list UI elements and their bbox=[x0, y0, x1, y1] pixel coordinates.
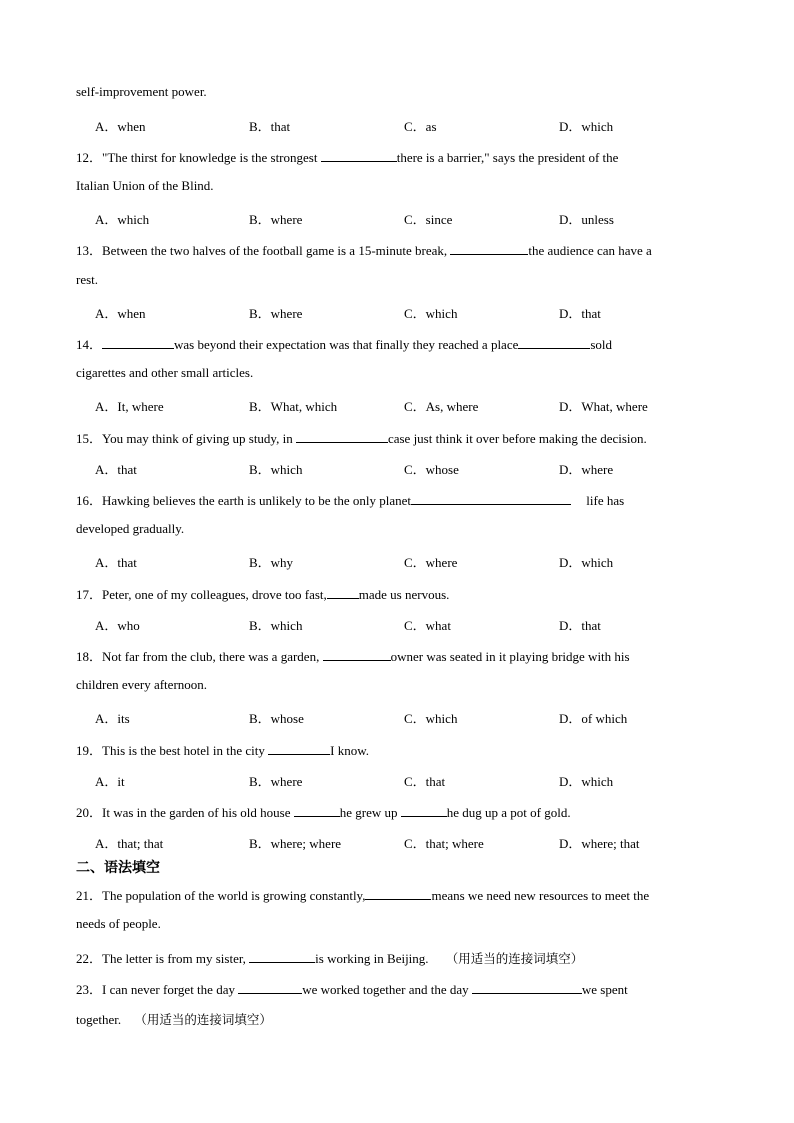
q11-continuation: self-improvement power. bbox=[76, 84, 207, 99]
q14-option-d[interactable]: D．What, where bbox=[559, 399, 648, 414]
q21-text-line2: needs of people. bbox=[76, 916, 161, 931]
q14-options bbox=[0, 396, 794, 414]
section-heading-grammar-fill: 二、语法填空 bbox=[76, 860, 160, 876]
q18-option-b[interactable]: B．whose bbox=[249, 711, 304, 726]
q18-options bbox=[0, 708, 794, 726]
q21-text-line1: 21．The population of the world is growing constantly, means we need new resources to meet the bbox=[76, 888, 650, 903]
q19-answer-blank[interactable] bbox=[268, 742, 330, 755]
q20-option-b[interactable]: B．where; where bbox=[249, 836, 342, 851]
q15-answer-blank[interactable] bbox=[296, 430, 388, 443]
q20-text-line1: 20．It was in the garden of his old house he grew up he dug up a pot of gold. bbox=[76, 805, 571, 820]
q15-options bbox=[0, 459, 794, 477]
q23-answer-blank-2[interactable] bbox=[472, 981, 582, 994]
q23-number: 23． bbox=[76, 982, 103, 997]
q18-option-d[interactable]: D．of which bbox=[559, 711, 628, 726]
q11-option-b[interactable]: B．that bbox=[249, 119, 291, 134]
q15-option-c[interactable]: C．whose bbox=[404, 462, 459, 477]
q22-text-line1: 22．The letter is from my sister, is working in Beijing. （用适当的连接词填空） bbox=[76, 951, 584, 966]
q18-answer-blank[interactable] bbox=[323, 648, 391, 661]
q16-option-a[interactable]: A．that bbox=[95, 555, 137, 570]
q20-answer-blank-2[interactable] bbox=[401, 804, 447, 817]
q23-answer-blank-1[interactable] bbox=[238, 981, 302, 994]
q12-option-d[interactable]: D．unless bbox=[559, 212, 614, 227]
q11-options bbox=[0, 116, 794, 134]
q13-options bbox=[0, 303, 794, 321]
q21-number: 21． bbox=[76, 888, 103, 903]
q19-text-line1: 19．This is the best hotel in the city I know. bbox=[76, 743, 369, 758]
q14-answer-blank-2[interactable] bbox=[518, 336, 590, 349]
q14-number: 14． bbox=[76, 337, 103, 352]
q14-text-line1: 14． was beyond their expectation was that finally they reached a place sold bbox=[76, 337, 613, 352]
q16-answer-blank[interactable] bbox=[411, 492, 571, 505]
q16-option-d[interactable]: D．which bbox=[559, 555, 614, 570]
q16-text-line1: 16．Hawking believes the earth is unlikely to be the only planet life has bbox=[76, 493, 625, 508]
q19-option-c[interactable]: C．that bbox=[404, 774, 446, 789]
q13-option-b[interactable]: B．where bbox=[249, 306, 303, 321]
q17-number: 17． bbox=[76, 587, 103, 602]
q15-option-b[interactable]: B．which bbox=[249, 462, 303, 477]
q12-options bbox=[0, 209, 794, 227]
q12-text-line1: 12．"The thirst for knowledge is the strongest there is a barrier," says the president of the bbox=[76, 150, 619, 165]
q19-option-a[interactable]: A．it bbox=[95, 774, 125, 789]
q13-text-line2: rest. bbox=[76, 272, 99, 287]
q20-option-d[interactable]: D．where; that bbox=[559, 836, 640, 851]
q16-text-line2: developed gradually. bbox=[76, 521, 185, 536]
q15-option-a[interactable]: A．that bbox=[95, 462, 137, 477]
q19-option-d[interactable]: D．which bbox=[559, 774, 614, 789]
q12-text-line2: Italian Union of the Blind. bbox=[76, 178, 214, 193]
q22-number: 22． bbox=[76, 951, 103, 966]
q13-text-line1: 13．Between the two halves of the football game is a 15-minute break, the audience can have a bbox=[76, 243, 652, 258]
q18-number: 18． bbox=[76, 649, 103, 664]
q23-instruction-note: （用适当的连接词填空） bbox=[134, 1012, 272, 1027]
q14-option-b[interactable]: B．What, which bbox=[249, 399, 338, 414]
q14-answer-blank-1[interactable] bbox=[102, 336, 174, 349]
q16-option-c[interactable]: C．where bbox=[404, 555, 458, 570]
q12-option-c[interactable]: C．since bbox=[404, 212, 453, 227]
q18-text-line2: children every afternoon. bbox=[76, 677, 208, 692]
q19-number: 19． bbox=[76, 743, 103, 758]
q20-options bbox=[0, 833, 794, 851]
q13-number: 13． bbox=[76, 243, 103, 258]
q11-option-a[interactable]: A．when bbox=[95, 119, 146, 134]
q15-number: 15． bbox=[76, 431, 103, 446]
q17-option-d[interactable]: D．that bbox=[559, 618, 601, 633]
q17-option-b[interactable]: B．which bbox=[249, 618, 303, 633]
q18-text-line1: 18．Not far from the club, there was a garden, owner was seated in it playing bridge with his bbox=[76, 649, 630, 664]
q12-option-a[interactable]: A．which bbox=[95, 212, 150, 227]
q20-option-c[interactable]: C．that; where bbox=[404, 836, 484, 851]
q23-text-line1: 23．I can never forget the day we worked together and the day we spent bbox=[76, 982, 628, 997]
q13-option-a[interactable]: A．when bbox=[95, 306, 146, 321]
q11-option-c[interactable]: C．as bbox=[404, 119, 437, 134]
q12-number: 12． bbox=[76, 150, 103, 165]
q16-option-b[interactable]: B．why bbox=[249, 555, 294, 570]
q20-number: 20． bbox=[76, 805, 103, 820]
q20-answer-blank-1[interactable] bbox=[294, 804, 340, 817]
q14-option-c[interactable]: C．As, where bbox=[404, 399, 479, 414]
q15-option-d[interactable]: D．where bbox=[559, 462, 614, 477]
q17-text-line1: 17．Peter, one of my colleagues, drove too fast, made us nervous. bbox=[76, 587, 450, 602]
q17-options bbox=[0, 615, 794, 633]
q13-option-d[interactable]: D．that bbox=[559, 306, 601, 321]
q19-option-b[interactable]: B．where bbox=[249, 774, 303, 789]
q18-option-a[interactable]: A．its bbox=[95, 711, 130, 726]
q18-option-c[interactable]: C．which bbox=[404, 711, 458, 726]
q22-instruction-note: （用适当的连接词填空） bbox=[445, 951, 584, 966]
q17-option-c[interactable]: C．what bbox=[404, 618, 451, 633]
q19-options bbox=[0, 771, 794, 789]
q16-options bbox=[0, 552, 794, 570]
q12-answer-blank[interactable] bbox=[321, 149, 397, 162]
q22-answer-blank[interactable] bbox=[249, 950, 315, 963]
q16-number: 16． bbox=[76, 493, 103, 508]
q15-text-line1: 15．You may think of giving up study, in case just think it over before making the decision. bbox=[76, 431, 647, 446]
q14-text-line2: cigarettes and other small articles. bbox=[76, 365, 254, 380]
q13-option-c[interactable]: C．which bbox=[404, 306, 458, 321]
q20-option-a[interactable]: A．that; that bbox=[95, 836, 164, 851]
q21-answer-blank[interactable] bbox=[365, 887, 431, 900]
q12-option-b[interactable]: B．where bbox=[249, 212, 303, 227]
q14-option-a[interactable]: A．It, where bbox=[95, 399, 164, 414]
q17-option-a[interactable]: A．who bbox=[95, 618, 140, 633]
q13-answer-blank[interactable] bbox=[450, 242, 528, 255]
q17-answer-blank[interactable] bbox=[327, 586, 359, 599]
q11-option-d[interactable]: D．which bbox=[559, 119, 614, 134]
q23-text-line2: together. （用适当的连接词填空） bbox=[76, 1012, 272, 1027]
